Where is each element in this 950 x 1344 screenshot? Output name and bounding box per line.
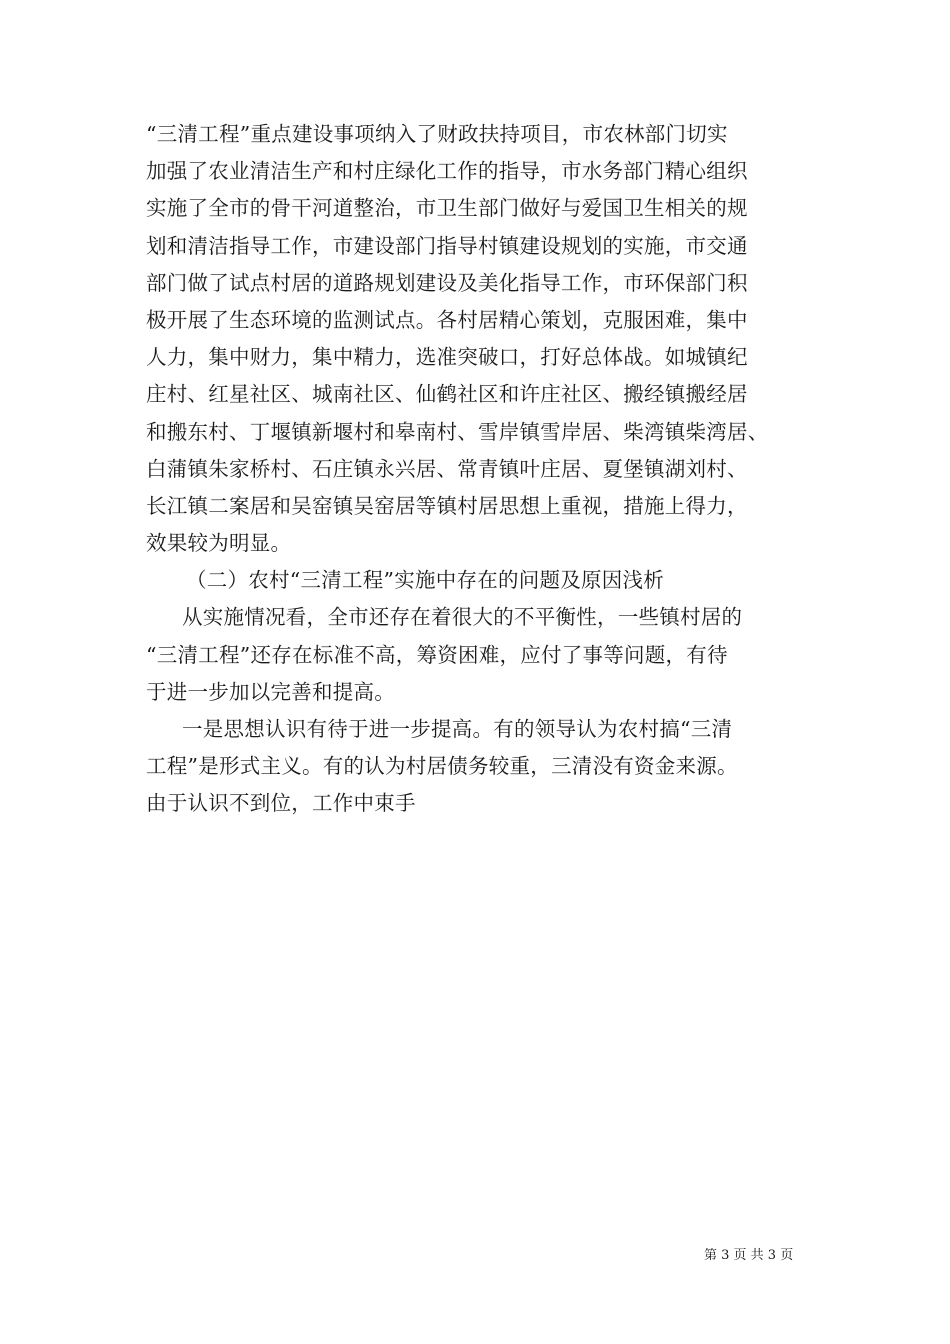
paragraph1-line-3: 实施了全市的骨干河道整治，市卫生部门做好与爱国卫生相关的规 bbox=[146, 196, 748, 221]
paragraph1-line-1: “三清工程”重点建设事项纳入了财政扶持项目，市农林部门切实 bbox=[146, 122, 728, 146]
paragraph2-line-3: 于进一步加以完善和提高。 bbox=[146, 679, 395, 704]
paragraph3-line-2: 工程”是形式主义。有的认为村居债务较重，三清没有资金来源。 bbox=[146, 754, 738, 779]
paragraph1-line-4: 划和清洁指导工作，市建设部门指导村镇建设规划的实施，市交通 bbox=[146, 233, 748, 258]
paragraph3-line-1: 一是思想认识有待于进一步提高。有的领导认为农村搞“三清 bbox=[182, 717, 733, 741]
paragraph1-line-5: 部门做了试点村居的道路规划建设及美化指导工作，市环保部门积 bbox=[146, 270, 748, 295]
paragraph2-line-1: 从实施情况看，全市还存在着很大的不平衡性，一些镇村居的 bbox=[182, 605, 743, 630]
paragraph1-line-7: 人力，集中财力，集中精力，选准突破口，打好总体战。如城镇纪 bbox=[146, 345, 748, 370]
body-text bbox=[146, 116, 806, 823]
section-heading: （二）农村“三清工程”实施中存在的问题及原因浅析 bbox=[186, 568, 664, 593]
paragraph1-line-2: 加强了农业清洁生产和村庄绿化工作的指导，市水务部门精心组织 bbox=[146, 159, 748, 184]
paragraph1-line-12: 效果较为明显。 bbox=[146, 531, 292, 556]
paragraph1-line-8: 庄村、红星社区、城南社区、仙鹤社区和许庄社区、搬经镇搬经居 bbox=[146, 382, 748, 407]
paragraph3-line-3: 由于认识不到位，工作中束手 bbox=[146, 791, 416, 816]
page-number: 第 3 页 共 3 页 bbox=[704, 1248, 794, 1263]
paragraph2-line-2: “三清工程”还存在标准不高，筹资困难，应付了事等问题，有待 bbox=[146, 642, 728, 667]
paragraph1-line-11: 长江镇二案居和吴窑镇吴窑居等镇村居思想上重视，措施上得力， bbox=[146, 493, 748, 518]
paragraph1-line-6: 极开展了生态环境的监测试点。各村居精心策划，克服困难，集中 bbox=[146, 307, 748, 332]
paragraph1-line-9: 和搬东村、丁堰镇新堰村和皋南村、雪岸镇雪岸居、柴湾镇柴湾居、 bbox=[146, 419, 769, 444]
paragraph1-line-10: 白蒲镇朱家桥村、石庄镇永兴居、常青镇叶庄居、夏堡镇湖刘村、 bbox=[146, 456, 748, 481]
